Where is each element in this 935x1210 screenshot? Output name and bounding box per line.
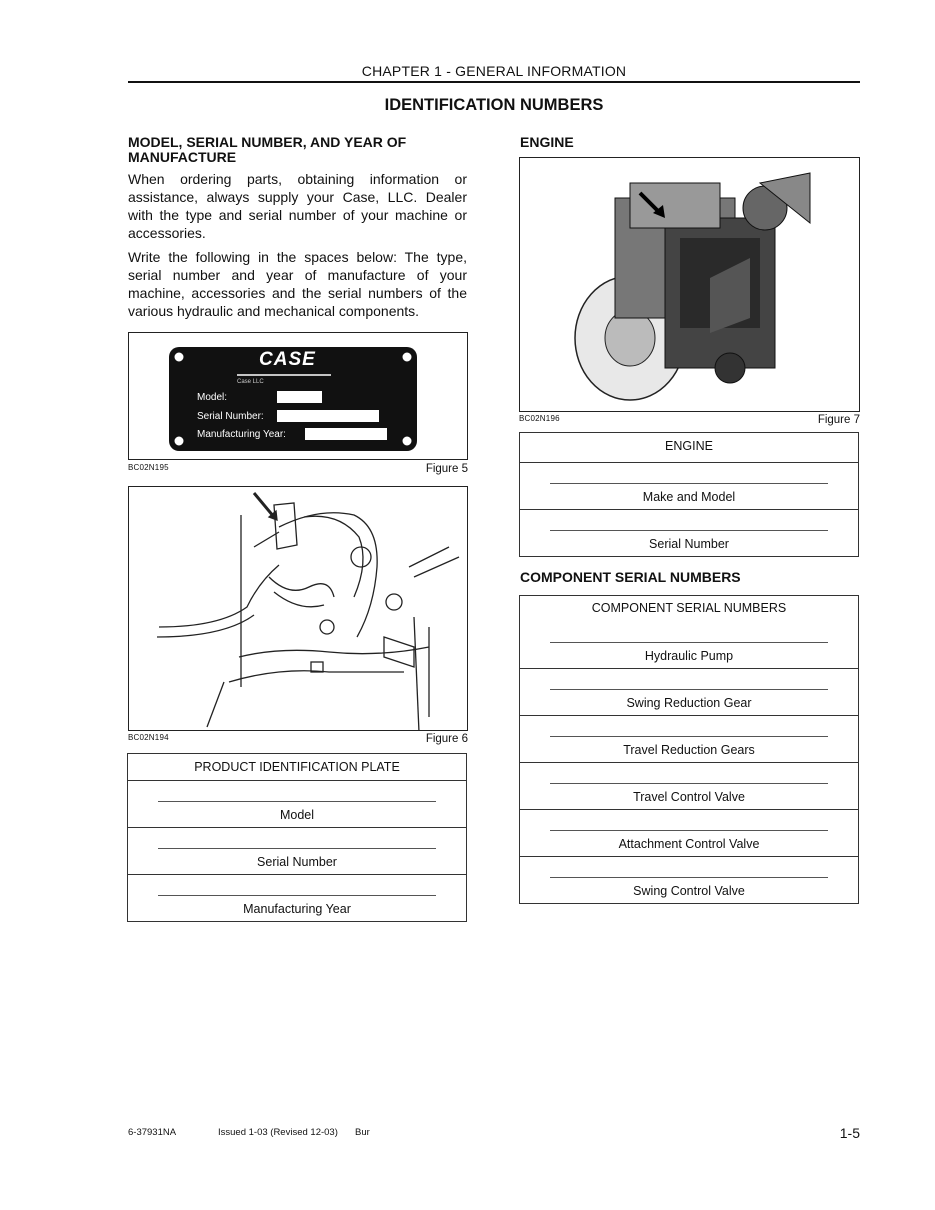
table-row-travel-reduction-gears[interactable] <box>520 716 859 763</box>
footer-issue: Issued 1-03 (Revised 12-03) <box>218 1127 338 1138</box>
plate-field-model: Model: <box>197 392 228 403</box>
row-label: Swing Reduction Gear <box>626 696 752 710</box>
table-row-attachment-control-valve[interactable] <box>520 810 859 857</box>
figure-7-label: Figure 7 <box>817 414 860 426</box>
entry-line <box>550 783 827 784</box>
figure-6-code: BC02N194 <box>128 733 169 742</box>
figure-5-code: BC02N195 <box>128 463 169 472</box>
paragraph-write-following: Write the following in the spaces below: The type, serial number and year of manufacture of your machine, accessories and the serial numbers of the various hydraulic and mechanical components. <box>128 249 467 319</box>
row-label: Travel Control Valve <box>633 790 745 804</box>
footer-language: Bur <box>355 1127 370 1138</box>
row-label: Travel Reduction Gears <box>623 743 755 757</box>
table-row-model[interactable] <box>128 781 467 828</box>
chapter-header: CHAPTER 1 - GENERAL INFORMATION <box>361 63 627 79</box>
figure-7-engine-photo <box>519 157 860 412</box>
table-header: PRODUCT IDENTIFICATION PLATE <box>128 754 467 781</box>
section-heading-model-serial: MODEL, SERIAL NUMBER, AND YEAR OF MANUFACTURE <box>128 134 407 165</box>
figure-5-identification-plate <box>128 332 468 460</box>
section-heading-component-serials: COMPONENT SERIAL NUMBERS <box>520 569 741 585</box>
row-label: Hydraulic Pump <box>644 649 734 663</box>
entry-line <box>158 848 435 849</box>
header-rule <box>128 81 860 83</box>
table-row-manufacturing-year[interactable] <box>128 875 467 922</box>
row-label: Model <box>279 808 315 822</box>
engine-table <box>519 432 859 557</box>
table-row-serial-number[interactable] <box>520 510 859 557</box>
entry-line <box>550 877 827 878</box>
plate-subtext: Case LLC <box>237 379 264 385</box>
table-row-serial-number[interactable] <box>128 828 467 875</box>
plate-field-year: Manufacturing Year: <box>197 429 286 440</box>
row-label: Make and Model <box>642 490 736 504</box>
table-row-swing-control-valve[interactable] <box>520 857 859 904</box>
figure-7-code: BC02N196 <box>519 414 560 423</box>
figure-6-plate-location-drawing <box>128 486 468 731</box>
table-row-travel-control-valve[interactable] <box>520 763 859 810</box>
entry-line <box>550 689 827 690</box>
row-label: Manufacturing Year <box>243 902 351 916</box>
row-label: Serial Number <box>257 855 337 869</box>
case-logo: CASE <box>259 349 316 370</box>
entry-line <box>550 642 827 643</box>
entry-line <box>158 895 435 896</box>
component-serial-numbers-table <box>519 595 859 904</box>
plate-location-illustration <box>129 487 468 731</box>
entry-line <box>550 830 827 831</box>
section-heading-engine: ENGINE <box>520 134 574 150</box>
row-label: Swing Control Valve <box>633 884 745 898</box>
page-number: 1-5 <box>839 1125 860 1141</box>
row-label: Attachment Control Valve <box>618 837 760 851</box>
entry-line <box>158 801 435 802</box>
table-header: COMPONENT SERIAL NUMBERS <box>591 601 787 615</box>
table-row-swing-reduction-gear[interactable] <box>520 669 859 716</box>
entry-line <box>550 530 827 531</box>
entry-line <box>550 736 827 737</box>
product-identification-plate-table <box>127 753 467 922</box>
plate-field-serial: Serial Number: <box>197 411 264 422</box>
table-row-make-and-model[interactable] <box>520 463 859 510</box>
engine-illustration <box>520 158 860 412</box>
row-label: Serial Number <box>649 537 729 551</box>
page-title: IDENTIFICATION NUMBERS <box>384 96 604 114</box>
footer-doc-number: 6-37931NA <box>128 1127 177 1138</box>
figure-5-label: Figure 5 <box>425 463 468 475</box>
table-header: ENGINE <box>520 433 859 463</box>
paragraph-ordering-parts: When ordering parts, obtaining information or assistance, always supply your Case, LLC. Dealer with the type and serial number of your machine or accessories. <box>128 171 467 241</box>
entry-line <box>550 483 827 484</box>
table-row-hydraulic-pump[interactable] <box>520 596 859 669</box>
figure-6-label: Figure 6 <box>425 733 468 745</box>
